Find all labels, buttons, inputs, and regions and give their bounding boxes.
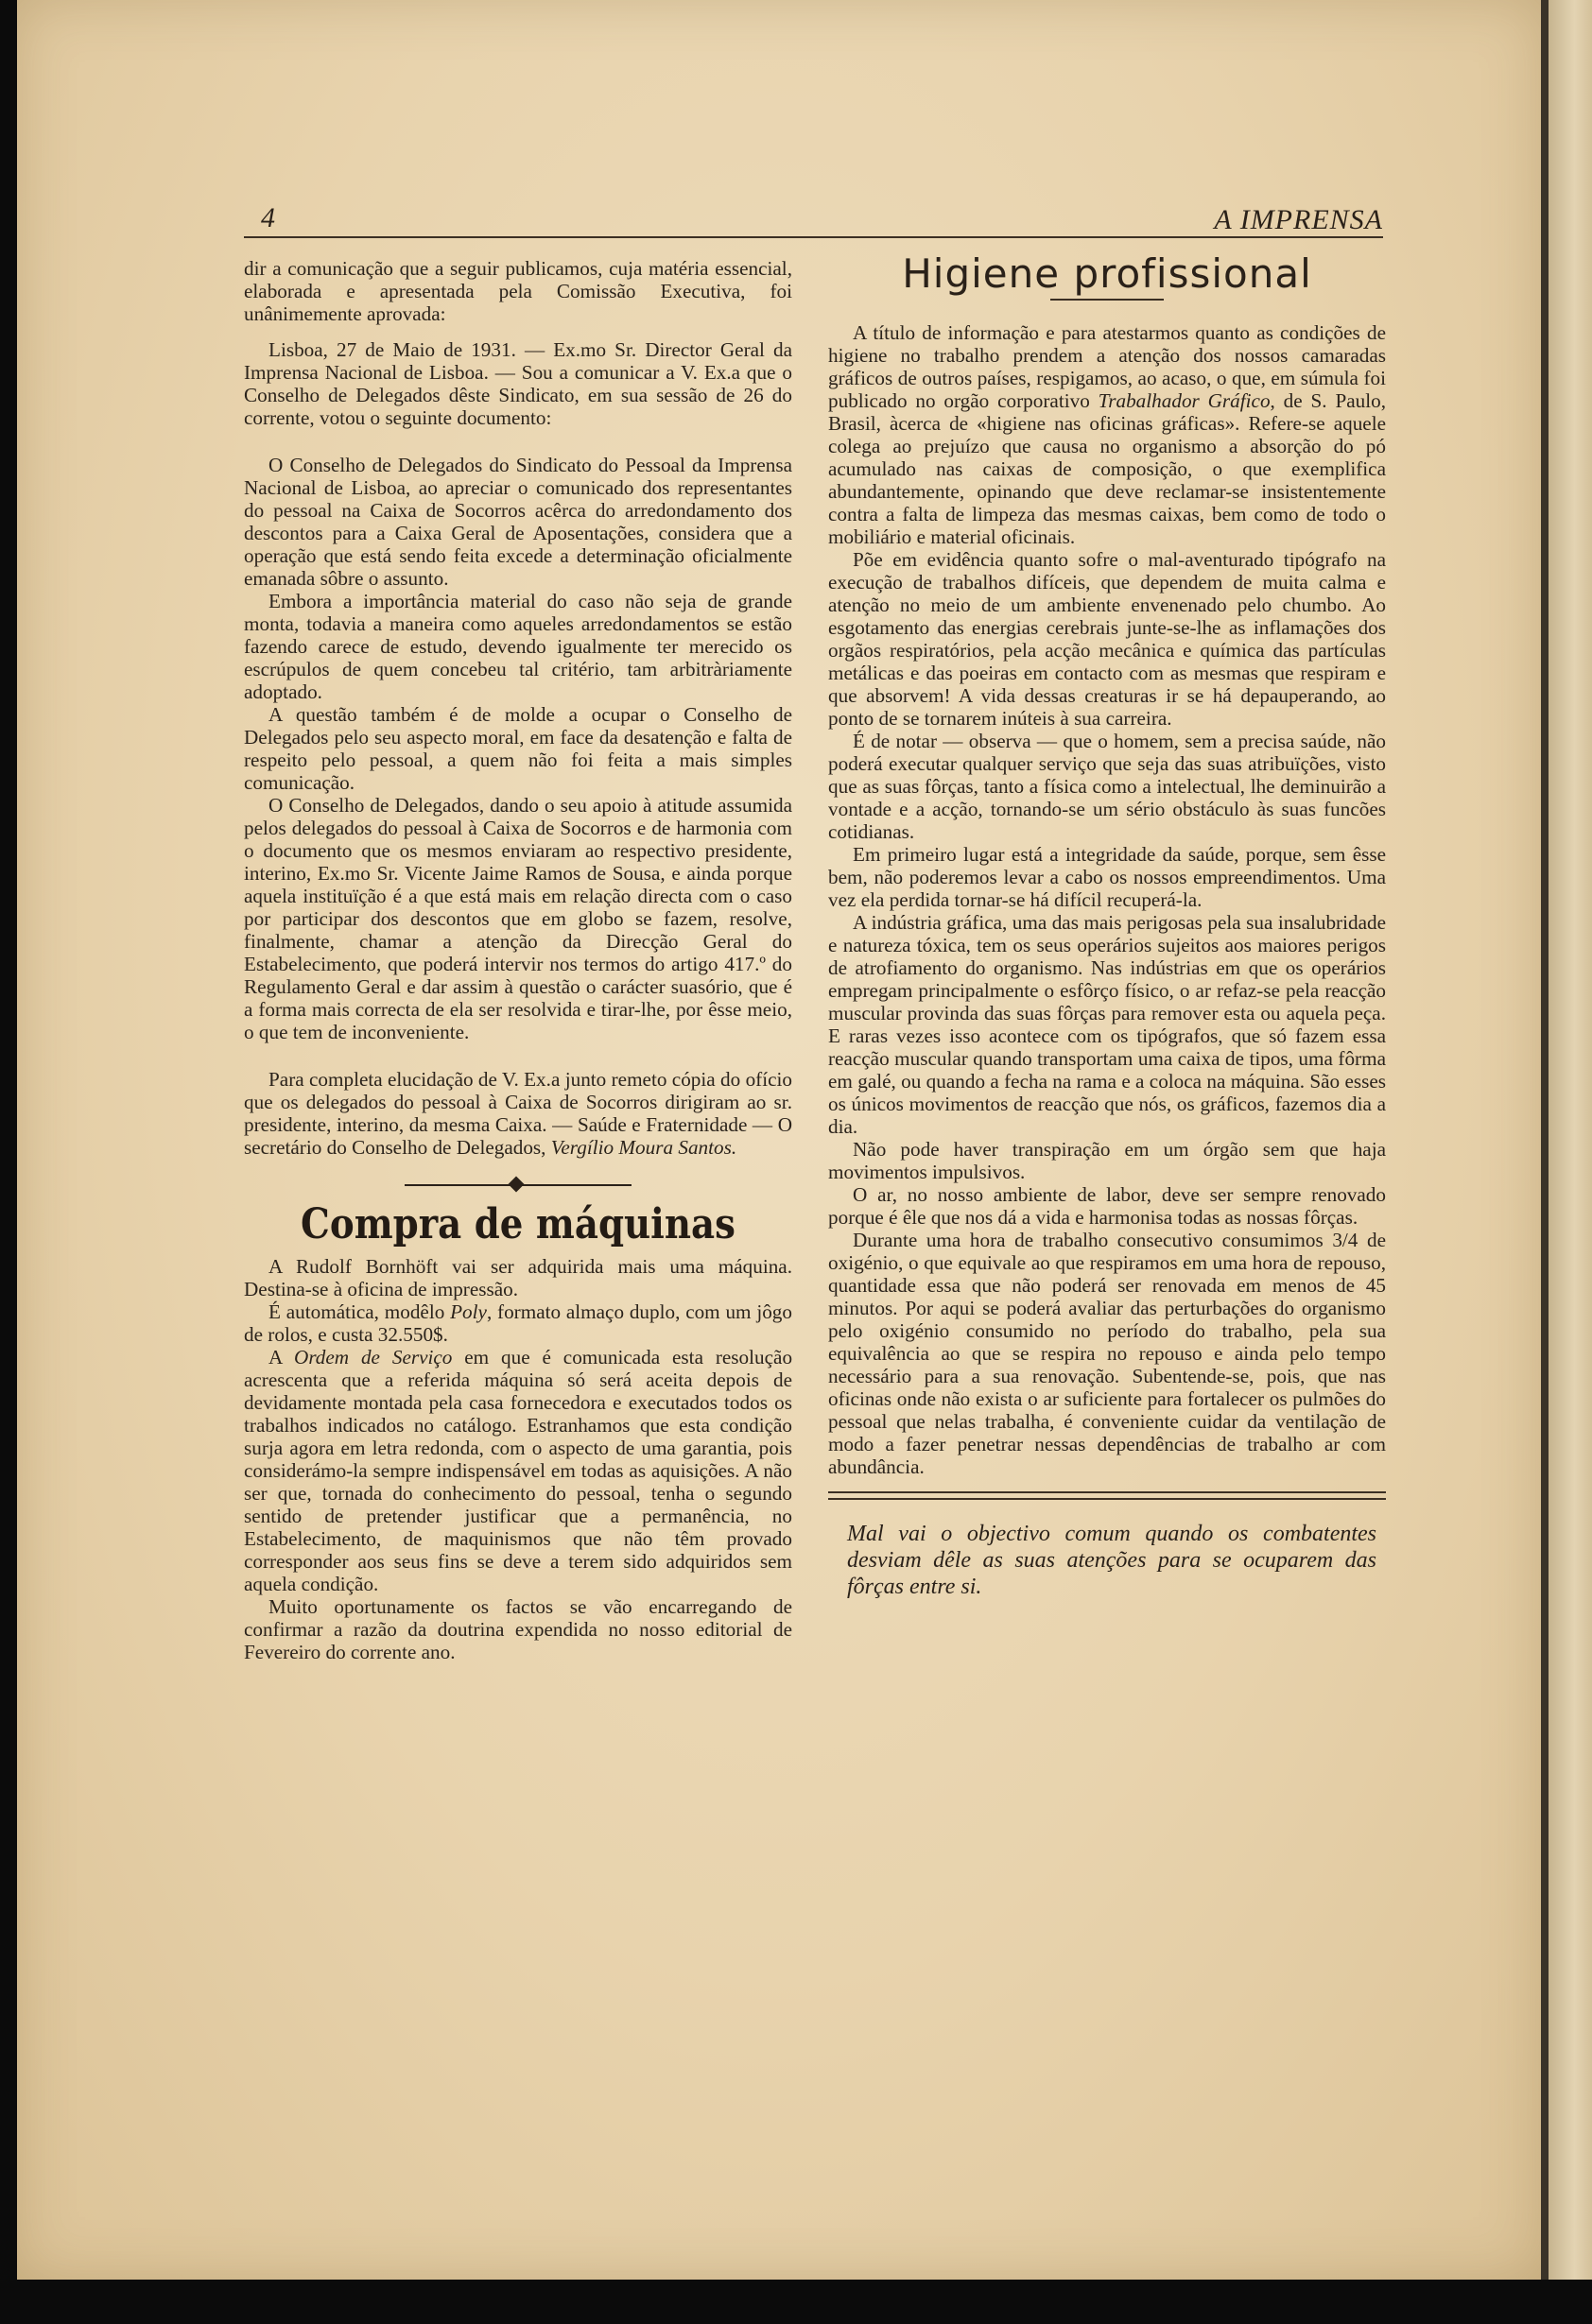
machine-model: Poly <box>450 1300 487 1323</box>
article-paragraph: A indústria gráfica, uma das mais perigosas pela sua insalubridade e natureza tóxica, tem os seus operários sujeitos aos maiores perigos de atrofiamento do organismo. Nas indústrias em que os operários empregam principalmente o esfôrço físico, o ar refaz-se pela reacção muscular provinda das suas fôrças para remover esta ou aquela peça. E raras vezes isso acontece com os tipógrafos, que só fazem essa reacção muscular quando transportam uma caixa de tipos, uma fôrma em galé, ou quando a fecha na rama e a coloca na máquina. São esses os únicos movimentos de reacção que nós, os gráficos, fazemos dia a dia. <box>828 911 1386 1138</box>
compra-paragraph: A Ordem de Serviço em que é comunicada esta resolução acrescenta que a referida máquina só será aceita depois de devidamente montada pela casa fornecedora e executados todos os trabalhos indicados no catálogo. Estranhamos que esta condição surja agora em letra redonda, com o aspecto de uma garantia, pois considerámo-la sempre indispensável em todas as aquisições. A não ser que, tornada do conhecimento do pessoal, tenha o segundo sentido de pretender justificar que a permanência, no Estabelecimento, de maquinismos que não têm provado corresponder aos seus fins se deve a terem sido adquiridos sem aquela condição. <box>244 1346 793 1595</box>
document-paragraph: Embora a importância material do caso não seja de grande monta, todavia a maneira como aqueles arredondamentos se estão fazendo carece de estudo, devendo igualmente ter merecido os escrúpulos de quem concebeu tal critério, tam arbitràriamente adoptado. <box>244 590 792 703</box>
compra-title: Compra de máquinas <box>301 1200 735 1248</box>
motto-text: Mal vai o objectivo comum quando os combatentes desviam dêle as suas atenções para se ocuparem das fôrças entre si. <box>847 1522 1376 1599</box>
article-paragraph: O ar, no nosso ambiente de labor, deve ser sempre renovado porque é êle que nos dá a vida e harmonisa todas as nossas fôrças. <box>828 1183 1386 1229</box>
document-paragraph: O Conselho de Delegados do Sindicato do Pessoal da Imprensa Nacional de Lisboa, ao apreciar o comunicado dos representantes do pessoal na Caixa de Socorros acêrca do arredondamento dos descontos para a Caixa Geral de Aposentações, considera que a operação que está sendo feita excede a determinação oficialmente emanada sôbre o assunto. <box>244 454 792 590</box>
compra-paragraph: A Rudolf Bornhöft vai ser adquirida mais uma máquina. Destina-se à oficina de impressão. <box>244 1255 792 1300</box>
signature: Vergílio Moura Santos. <box>550 1136 737 1159</box>
article-paragraph: É de notar — observa — que o homem, sem a precisa saúde, não poderá executar qualquer serviço que seja das suas atribuïções, visto que as suas fôrças, tanto a física como a intelectual, lhe deminuirão a vontade e a acção, tornando-se um sério obstáculo às suas funcões cotidianas. <box>828 730 1386 843</box>
article-paragraph: Não pode haver transpiração em um órgão sem que haja movimentos impulsivos. <box>828 1138 1386 1183</box>
next-page-edge <box>1549 0 1592 2280</box>
title-rule <box>1050 299 1164 301</box>
closing-paragraph <box>244 1068 792 1159</box>
left-column <box>244 257 792 1663</box>
article-paragraph: Põe em evidência quanto sofre o mal-aventurado tipógrafo na execução de trabalhos difíceis, que dependem de muita calma e atenção no meio de um ambiente envenenado pelo chumbo. Ao esgotamento das energias cerebrais junte-se-lhe as inflamações dos orgãos respiratórios, pela acção mecânica e química das partículas metálicas e das poeiras em contacto com as mesmas que respiram e que absorvem! A vida dessas creaturas ir se há depauperando, ao ponto de se tornarem inúteis à sua carreira. <box>828 548 1386 730</box>
intro-paragraph: dir a comunicação que a seguir publicamos, cuja matéria essencial, elaborada e apresentada pela Comissão Executiva, foi unânimemente aprovada: <box>244 257 792 325</box>
letter-opening: Lisboa, 27 de Maio de 1931. — Ex.mo Sr. Director Geral da Imprensa Nacional de Lisboa. — Sou a comunicar a V. Ex.a que o Conselho de Delegados dêste Sindicato, em sua sessão de 26 do corrente, votou o seguinte documento: <box>244 338 792 429</box>
page-number: 4 <box>261 202 275 233</box>
motto <box>828 1521 1386 1600</box>
publication-name: A IMPRENSA <box>1214 204 1383 235</box>
decorative-divider <box>405 1178 632 1193</box>
document-paragraph: A questão também é de molde a ocupar o Conselho de Delegados pelo seu aspecto moral, em face da desatenção e falta de respeito pelo pessoal, a quem não foi feita a mais simples comunicação. <box>244 703 792 794</box>
ordem-servico: Ordem de Serviço <box>294 1346 453 1369</box>
page-gutter <box>1541 0 1549 2280</box>
right-column <box>828 250 1387 1600</box>
compra-paragraph: É automática, modêlo Poly, formato almaço duplo, com um jôgo de rolos, e custa 32.550$. <box>244 1300 792 1346</box>
article-paragraph: Em primeiro lugar está a integridade da saúde, porque, sem êsse bem, não poderemos levar a cabo os nossos empreendimentos. Uma vez ela perdida tornar-se há difícil recuperá-la. <box>828 843 1386 911</box>
article-paragraph: A título de informação e para atestarmos quanto as condições de higiene no trabalho prendem a atenção dos nossos camaradas gráficos de outros países, respigamos, ao acaso, o que, em súmula foi publicado no orgão corporativo Trabalhador Gráfico, de S. Paulo, Brasil, àcerca de «higiene nas oficinas gráficas». Refere-se aquele colega ao prejuízo que causa no organismo a absorção do pó acumulado nas caixas de composição, o que exemplifica abundantemente, opinando que deve reclamar-se insistentemente contra a falta de limpeza das mesmas caixas, bem como de todo o mobiliário e material oficinais. <box>828 321 1387 548</box>
compra-paragraph: Muito oportunamente os factos se vão encarregando de confirmar a razão da doutrina expendida no nosso editorial de Fevereiro do corrente ano. <box>244 1595 792 1663</box>
newspaper-page <box>17 0 1541 2280</box>
page-header <box>244 202 1383 238</box>
article-paragraph: Durante uma hora de trabalho consecutivo consumimos 3/4 de oxigénio, o que equivale ao que respiramos em uma hora de repouso, quantidade essa que não poderá ser renovada em menos de 45 minutos. Por aqui se poderá avaliar das perturbações do organismo pelo oxigénio consumido no período do trabalho, pela sua equivalência ao que se respira no repouso e ainda pelo tempo necessário para a sua renovação. Subentende-se, pois, que nas oficinas onde não exista o ar suficiente para fortalecer os pulmões do pessoal que nelas trabalha, é conveniente cuidar da ventilação de modo a fazer penetrar nessas dependências de trabalho ar com abundância. <box>828 1229 1386 1478</box>
higiene-title: Higiene profissional <box>902 250 1312 297</box>
closing-text: Para completa elucidação de V. Ex.a junto remeto cópia do ofício que os delegados do pessoal à Caixa de Socorros dirigiram ao sr. presidente, interino, da mesma Caixa. — Saúde e Fraternidade — O secretário do Conselho de Delegados, <box>244 1068 792 1159</box>
double-divider <box>828 1491 1386 1500</box>
document-paragraph: O Conselho de Delegados, dando o seu apoio à atitude assumida pelos delegados do pessoal à Caixa de Socorros e de harmonia com o documento que os mesmos enviaram ao respectivo presidente, interino, Ex.mo Sr. Vicente Jaime Ramos de Sousa, e ainda porque aquela instituïção é a que está mais em relação directa com o caso por participar dos descontos que em globo se fazem, resolve, finalmente, chamar a atenção da Direcção Geral do Estabelecimento, que poderá intervir nos termos do artigo 417.º do Regulamento Geral e dar assim à questão o carácter suasório, que é a forma mais correcta de ela ser resolvida e tirar-lhe, por êsse meio, o que tem de inconveniente. <box>244 794 792 1043</box>
journal-name: Trabalhador Gráfico <box>1098 389 1271 412</box>
